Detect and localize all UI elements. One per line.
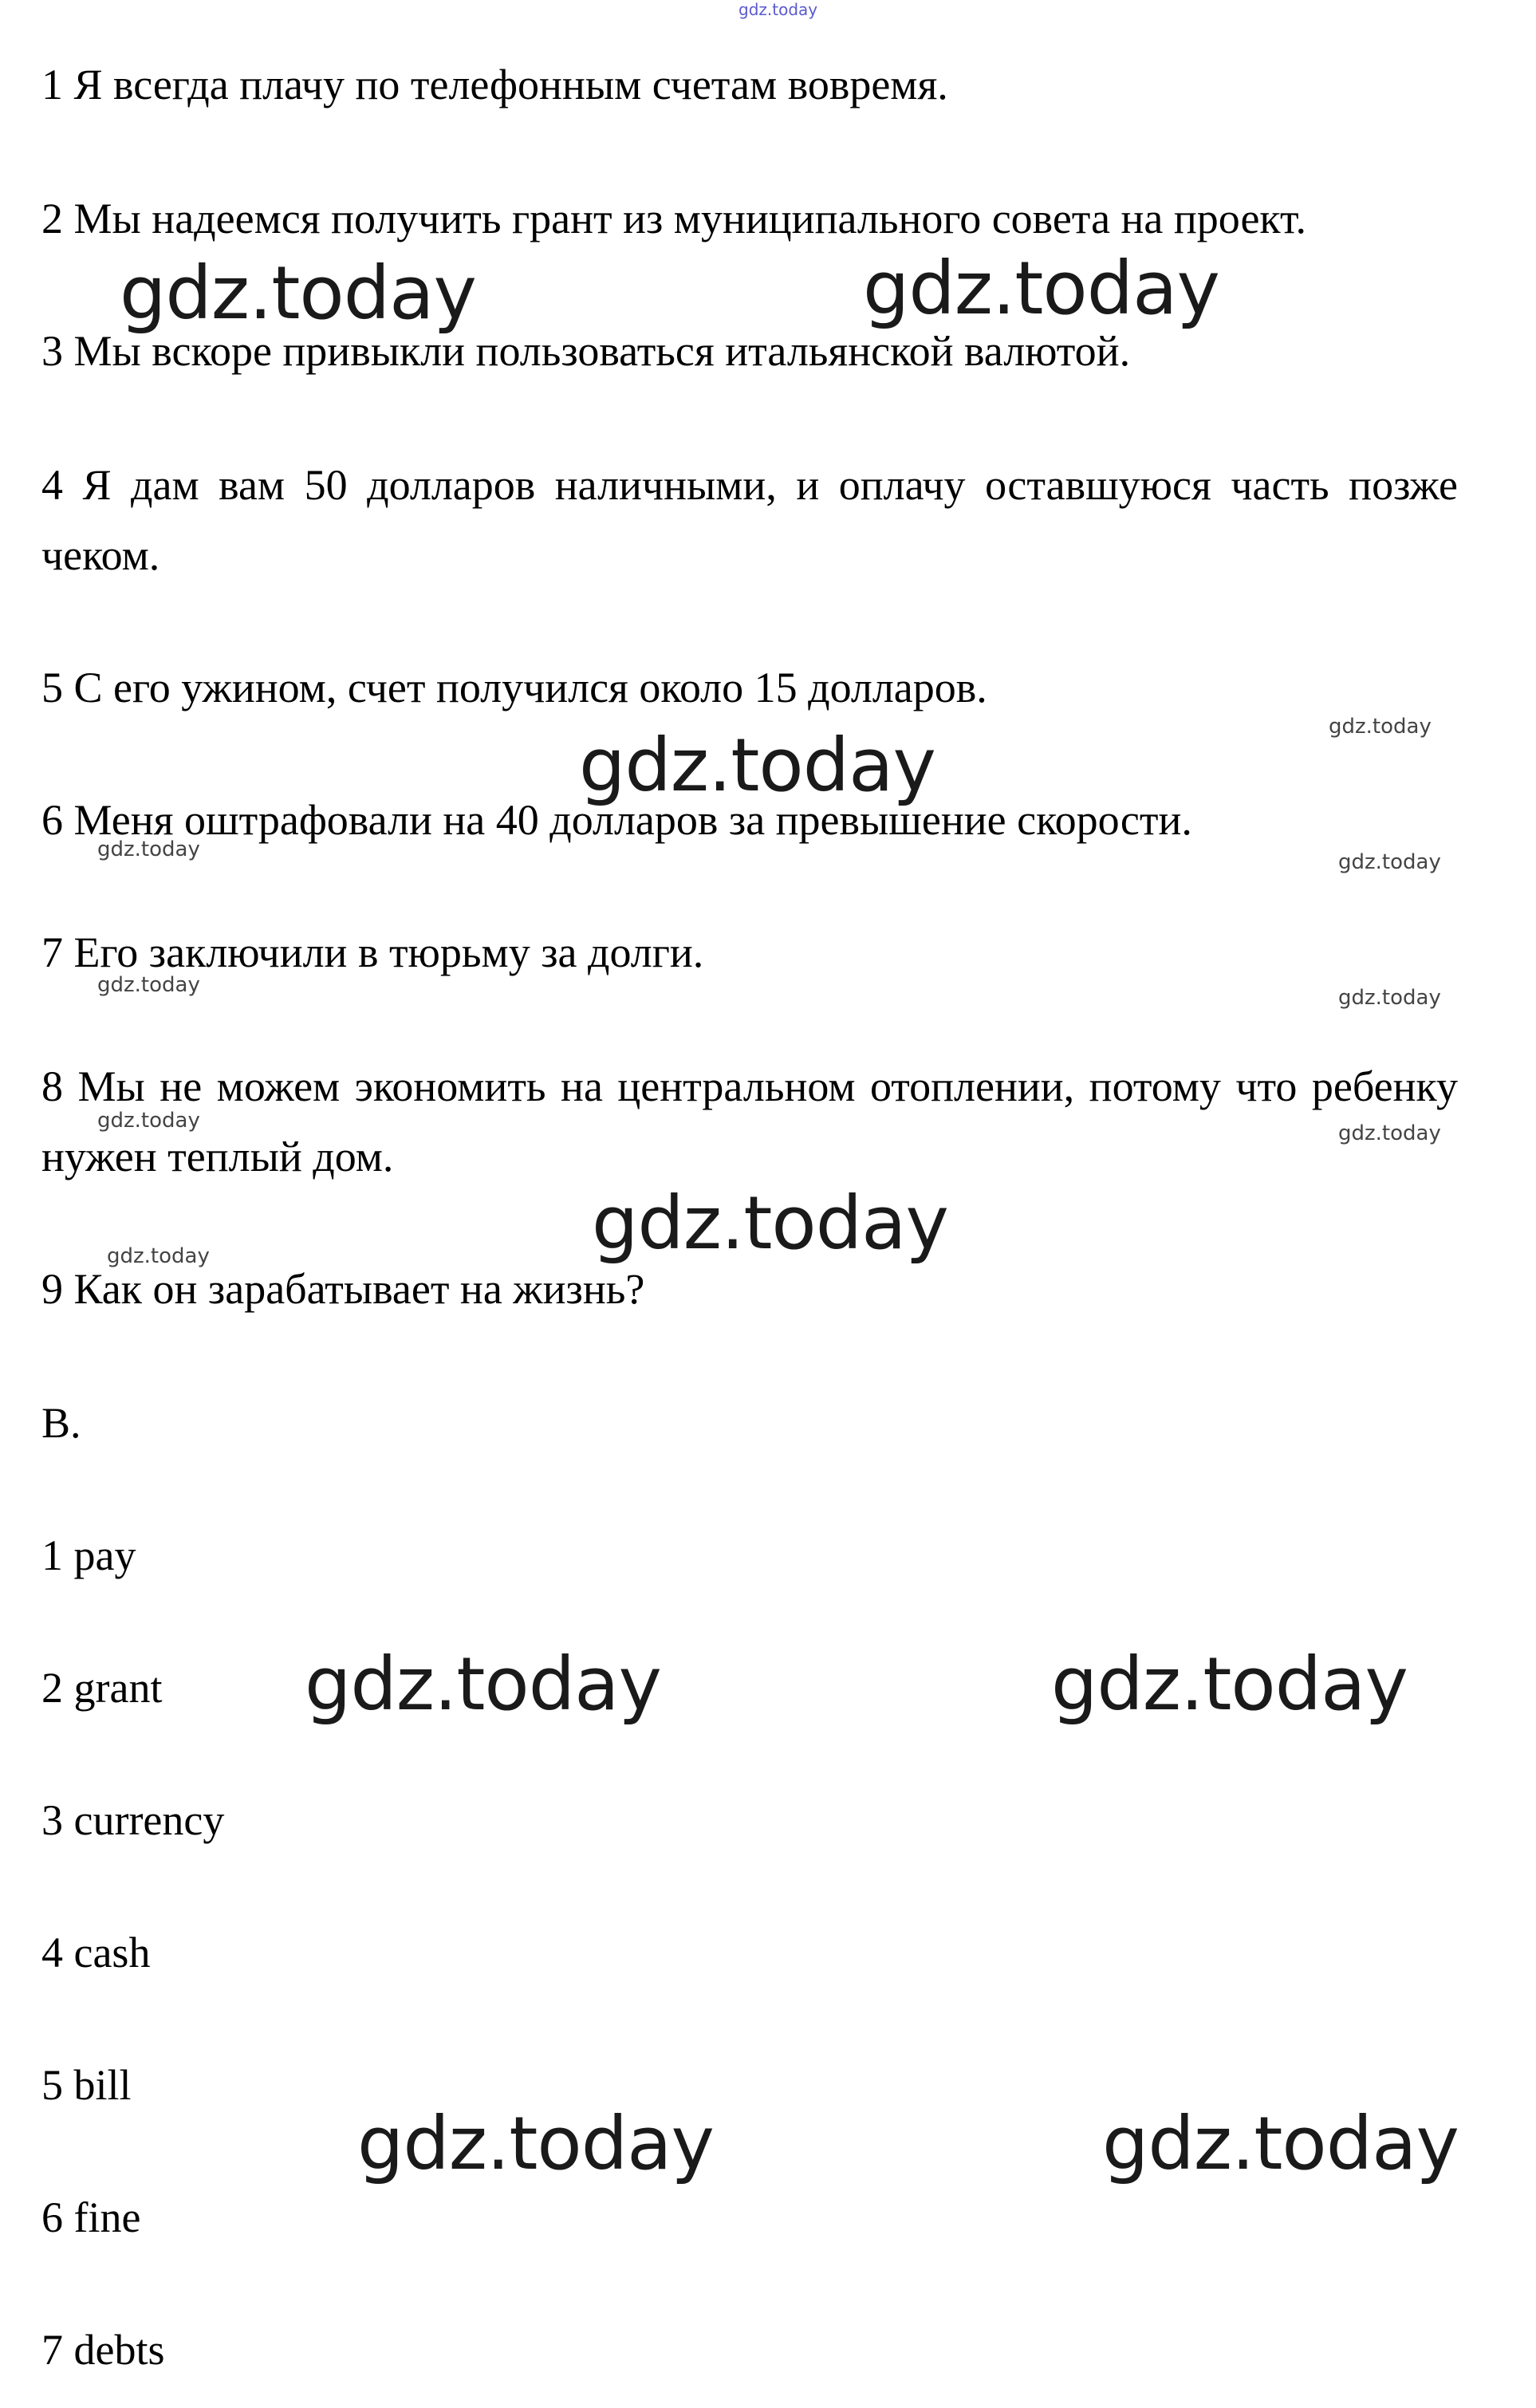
sentence-7: 7 Его заключили в тюрьму за долги. [41,928,704,976]
sentence-2: 2 Мы надеемся получить грант из муниципального совета на проект. [41,195,1306,242]
answer-4: 4 cash [41,1929,151,1976]
watermark-small: gdz.today [1338,986,1441,1010]
watermark-large: gdz.today [1102,2101,1459,2186]
watermark-large: gdz.today [120,250,476,336]
answer-7: 7 debts [41,2326,165,2374]
watermark-small: gdz.today [1338,1121,1441,1145]
sentence-4: 4 Я дам вам 50 долларов наличными, и оплачу оставшуюся часть позже чеком. [41,461,1458,579]
answer-3: 3 currency [41,1796,225,1844]
watermark-top: gdz.today [738,0,818,19]
watermark-large: gdz.today [592,1180,948,1266]
watermark-small: gdz.today [1329,715,1432,739]
sentence-6: 6 Меня оштрафовали на 40 долларов за превышение скорости. [41,796,1192,844]
watermark-large: gdz.today [357,2101,714,2186]
answer-2: 2 grant [41,1664,163,1712]
section-b-heading: B. [41,1399,81,1447]
answer-1: 1 pay [41,1531,136,1579]
watermark-large: gdz.today [305,1641,661,1727]
sentence-8: 8 Мы не можем экономить на центральном отоплении, потому что ребенку нужен теплый дом. [41,1062,1458,1180]
watermark-large: gdz.today [1051,1641,1408,1727]
sentence-5: 5 С его ужином, счет получился около 15 долларов. [41,664,987,711]
answer-5: 5 bill [41,2061,132,2109]
sentence-3: 3 Мы вскоре привыкли пользоваться итальянской валютой. [41,327,1131,375]
answer-6: 6 fine [41,2193,141,2241]
sentence-1: 1 Я всегда плачу по телефонным счетам вовремя. [41,61,948,108]
sentence-9: 9 Как он зарабатывает на жизнь? [41,1265,645,1313]
watermark-large: gdz.today [863,246,1219,331]
watermark-large: gdz.today [579,723,935,808]
watermark-small: gdz.today [1338,850,1441,874]
watermark-small: gdz.today [97,837,200,861]
watermark-small: gdz.today [97,973,200,997]
watermark-small: gdz.today [97,1109,200,1133]
watermark-small: gdz.today [107,1244,210,1268]
